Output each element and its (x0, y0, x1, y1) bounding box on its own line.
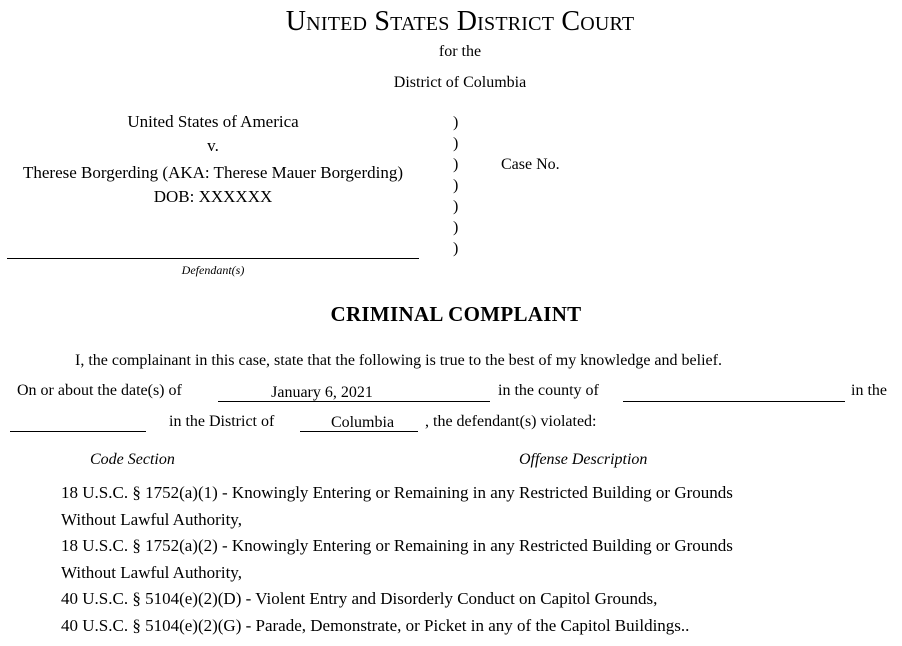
defendant-label: Defendant(s) (181, 263, 245, 277)
state-field-line (10, 431, 146, 432)
defendant-name: Therese Borgerding (AKA: Therese Mauer Borgerding) (22, 163, 404, 182)
offense-line: Without Lawful Authority, (61, 562, 242, 582)
paren: ) (453, 240, 459, 257)
date-field-value: January 6, 2021 (271, 384, 373, 401)
county-prefix: in the county of (498, 382, 599, 399)
paren: ) (453, 135, 459, 152)
plaintiff-name: United States of America (127, 112, 299, 131)
offense-line: Without Lawful Authority, (61, 509, 242, 529)
paren: ) (453, 177, 459, 194)
defendant-signature-line (7, 258, 419, 259)
complainant-statement: I, the complainant in this case, state that the following is true to the best of my knowledge and belief. (75, 352, 722, 369)
caption-parentheses (453, 112, 458, 259)
case-no-label: Case No. (501, 156, 560, 173)
county-field-line (623, 401, 845, 402)
paren: ) (453, 114, 459, 131)
paren: ) (453, 198, 459, 215)
district-field-value: Columbia (330, 414, 395, 431)
offense-line: 40 U.S.C. § 5104(e)(2)(D) - Violent Entry and Disorderly Conduct on Capitol Grounds, (61, 589, 658, 608)
district-prefix: in the District of (169, 413, 275, 430)
offense-description-header: Offense Description (519, 451, 648, 468)
court-name: United States District Court (285, 6, 635, 37)
offense-line: 18 U.S.C. § 1752(a)(1) - Knowingly Entering or Remaining in any Restricted Building or Grounds (61, 483, 733, 502)
offense-list (61, 480, 733, 639)
in-the-label: in the (851, 382, 887, 399)
code-section-header: Code Section (90, 451, 175, 468)
for-the-label: for the (438, 43, 482, 60)
date-prefix: On or about the date(s) of (17, 382, 182, 399)
violated-suffix: , the defendant(s) violated: (425, 413, 597, 430)
defendant-dob: DOB: XXXXXX (153, 187, 273, 206)
complaint-title: CRIMINAL COMPLAINT (330, 302, 582, 326)
district-name: District of Columbia (393, 74, 527, 91)
offense-line: 40 U.S.C. § 5104(e)(2)(G) - Parade, Demonstrate, or Picket in any of the Capitol Buildings.. (61, 615, 690, 635)
paren: ) (453, 156, 459, 173)
versus-label: v. (207, 136, 219, 155)
paren: ) (453, 219, 459, 236)
offense-line: 18 U.S.C. § 1752(a)(2) - Knowingly Entering or Remaining in any Restricted Building or Grounds (61, 536, 733, 555)
